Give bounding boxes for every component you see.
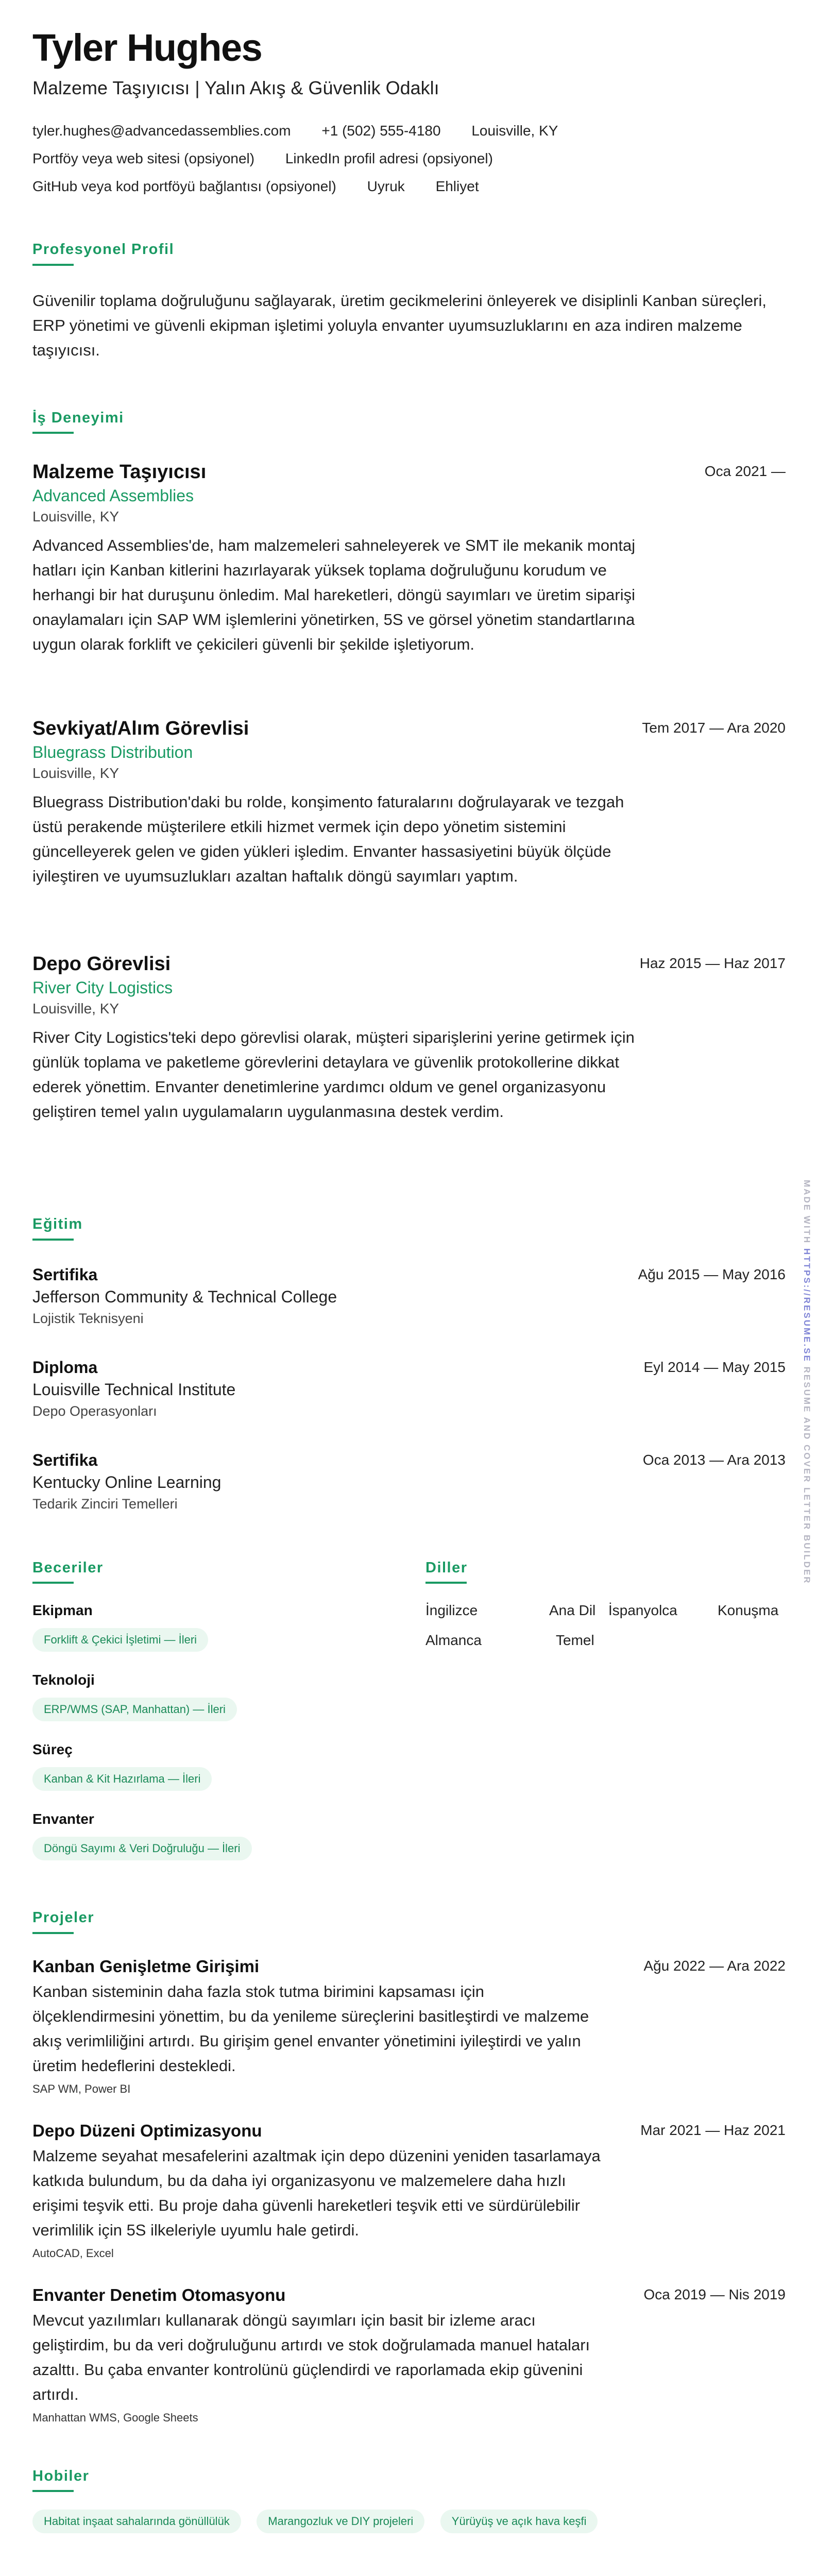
job-company: Bluegrass Distribution <box>32 743 193 761</box>
education-item <box>32 1358 786 1419</box>
job-date: Tem 2017 — Ara 2020 <box>642 720 786 736</box>
project-item <box>32 2121 786 2260</box>
job-location: Louisville, KY <box>32 1001 120 1016</box>
language-name: İngilizce <box>425 1602 478 1618</box>
skill-name: Süreç <box>32 1741 73 1757</box>
education-school: Kentucky Online Learning <box>32 1473 221 1492</box>
watermark-link[interactable]: HTTPS://RESUME.SE <box>802 1248 812 1363</box>
section-divider <box>425 1582 467 1584</box>
project-keywords: AutoCAD, Excel <box>32 2247 114 2260</box>
job-title: Sevkiyat/Alım Görevlisi <box>32 718 249 739</box>
education-degree: Sertifika <box>32 1265 98 1284</box>
education-area: Tedarik Zinciri Temelleri <box>32 1496 178 1512</box>
project-title: Kanban Genişletme Girişimi <box>32 1957 260 1976</box>
contact-location: Louisville, KY <box>471 123 558 139</box>
watermark-text <box>802 1180 812 1585</box>
education-date: Ağu 2015 — May 2016 <box>638 1266 786 1282</box>
watermark-prefix: MADE WITH <box>802 1180 812 1248</box>
skill-group <box>32 1672 237 1721</box>
section-title-skills: Beceriler <box>32 1560 104 1576</box>
language-level: Konuşma <box>718 1602 779 1618</box>
hobbies-list <box>32 2510 611 2533</box>
experience-item <box>32 461 786 657</box>
section-divider <box>32 2490 74 2492</box>
project-keywords: Manhattan WMS, Google Sheets <box>32 2411 198 2425</box>
contact-row-primary <box>32 123 585 139</box>
job-description: River City Logistics'teki depo görevlisi olarak, müşteri siparişlerini yerine getirmek için günlük toplama ve paketleme görevlerini detaylara ve güvenlik protokollerine dikkat ederek yönettim. Envanter denetimlerine yardımcı oldum ve genel organizasyonu geliştiren temel yalın uygulamaların uygulanmasına destek verdim. <box>32 1028 635 1121</box>
contact-nationality: Uyruk <box>367 178 405 194</box>
skill-keyword-chip: Döngü Sayımı & Veri Doğruluğu — İleri <box>32 1837 252 1860</box>
experience-item <box>32 953 786 1124</box>
project-keywords: SAP WM, Power BI <box>32 2082 131 2096</box>
job-date: Haz 2015 — Haz 2017 <box>639 955 786 971</box>
hobby-chip: Yürüyüş ve açık hava keşfi <box>440 2510 598 2533</box>
job-company: River City Logistics <box>32 978 173 997</box>
education-area: Lojistik Teknisyeni <box>32 1311 144 1326</box>
section-title-education: Eğitim <box>32 1216 83 1232</box>
skill-name: Teknoloji <box>32 1672 95 1688</box>
education-school: Jefferson Community & Technical College <box>32 1287 337 1306</box>
section-divider <box>32 264 74 266</box>
job-date: Oca 2021 — <box>704 463 786 479</box>
education-degree: Diploma <box>32 1358 98 1377</box>
section-title-hobbies: Hobiler <box>32 2468 90 2484</box>
section-divider <box>32 432 74 434</box>
skill-group <box>32 1602 208 1652</box>
language-level: Temel <box>556 1632 594 1648</box>
project-date: Ağu 2022 — Ara 2022 <box>643 1958 786 1974</box>
contact-phone[interactable]: +1 (502) 555-4180 <box>321 123 441 139</box>
project-date: Mar 2021 — Haz 2021 <box>640 2122 786 2138</box>
contact-email[interactable]: tyler.hughes@advancedassemblies.com <box>32 123 291 139</box>
education-item <box>32 1265 786 1327</box>
language-name: Almanca <box>425 1632 482 1648</box>
contact-license: Ehliyet <box>435 178 479 194</box>
skill-name: Ekipman <box>32 1602 93 1618</box>
hobby-chip: Habitat inşaat sahalarında gönüllülük <box>32 2510 241 2533</box>
project-date: Oca 2019 — Nis 2019 <box>643 2286 786 2302</box>
skill-group <box>32 1741 212 1791</box>
job-location: Louisville, KY <box>32 509 120 524</box>
education-area: Depo Operasyonları <box>32 1403 157 1419</box>
candidate-headline: Malzeme Taşıyıcısı | Yalın Akış & Güvenlik Odaklı <box>32 77 439 98</box>
builder-watermark <box>799 1180 813 1592</box>
education-date: Oca 2013 — Ara 2013 <box>642 1452 786 1468</box>
section-title-languages: Diller <box>425 1560 468 1576</box>
project-title: Depo Düzeni Optimizasyonu <box>32 2121 262 2140</box>
education-date: Eyl 2014 — May 2015 <box>643 1359 786 1375</box>
project-description: Kanban sisteminin daha fazla stok tutma birimini kapsaması için ölçeklendirmesini yönettim, bu da yenileme süreçlerini basitleştirdi ve malzeme akış verimliliğini artırdı. Bu girişim genel envanter yönetimini iyileştirdi ve yalın üretim hedeflerini destekledi. <box>32 1982 589 2075</box>
profile-summary: Güvenilir toplama doğruluğunu sağlayarak, üretim gecikmelerini önleyerek ve disiplinli Kanban süreçleri, ERP yönetimi ve güvenli ekipman işletimi yoluyla envanter uyumsuzluklarını en aza indiren malzeme taşıyıcısı. <box>32 292 767 360</box>
experience-item <box>32 718 786 889</box>
project-item <box>32 1957 786 2096</box>
section-title-experience: İş Deneyimi <box>32 410 124 426</box>
section-title-projects: Projeler <box>32 1909 94 1926</box>
education-degree: Sertifika <box>32 1451 98 1469</box>
contact-portfolio[interactable]: Portföy veya web sitesi (opsiyonel) <box>32 150 255 166</box>
skill-keyword-chip: ERP/WMS (SAP, Manhattan) — İleri <box>32 1698 237 1721</box>
contact-row-extra <box>32 178 506 195</box>
project-item <box>32 2285 786 2425</box>
hobby-chip: Marangozluk ve DIY projeleri <box>257 2510 424 2533</box>
job-title: Depo Görevlisi <box>32 953 171 975</box>
project-title: Envanter Denetim Otomasyonu <box>32 2285 286 2304</box>
contact-github[interactable]: GitHub veya kod portföyü bağlantısı (opsiyonel) <box>32 178 336 194</box>
section-title-profile: Profesyonel Profil <box>32 241 175 258</box>
watermark-suffix: RESUME AND COVER LETTER BUILDER <box>802 1362 812 1585</box>
section-divider <box>32 1932 74 1934</box>
candidate-name: Tyler Hughes <box>32 26 262 69</box>
contact-row-links <box>32 150 520 167</box>
section-divider <box>32 1582 74 1584</box>
job-description: Advanced Assemblies'de, ham malzemeleri sahneleyerek ve SMT ile mekanik montaj hatları için Kanban kitlerini hazırlayarak yüksek toplama doğruluğunu korudum ve herhangi bir hat duruşunu önledim. Mal hareketleri, döngü sayımları ve üretim siparişi onaylamaları için SAP WM işlemlerini yönetirken, 5S ve görsel yönetim standartlarına uygun olarak forklift ve çekicileri güvenli bir şekilde işletiyorum. <box>32 536 636 654</box>
job-location: Louisville, KY <box>32 765 120 781</box>
job-company: Advanced Assemblies <box>32 486 194 505</box>
job-description: Bluegrass Distribution'daki bu rolde, konşimento faturalarını doğrulayarak ve tezgah üstü perakende müşterilere etkili hizmet vermek için depo yönetim sistemini güncelleyerek gelen ve giden yükleri işledim. Envanter hassasiyetini büyük ölçüde iyileştiren ve uyumsuzlukları azaltan haftalık döngü sayımları yaptım. <box>32 793 624 886</box>
language-name: İspanyolca <box>608 1602 677 1618</box>
skill-group <box>32 1811 252 1860</box>
language-level: Ana Dil <box>549 1602 596 1618</box>
job-title: Malzeme Taşıyıcısı <box>32 461 207 483</box>
skill-name: Envanter <box>32 1811 94 1827</box>
contact-linkedin[interactable]: LinkedIn profil adresi (opsiyonel) <box>285 150 493 166</box>
education-item <box>32 1451 786 1512</box>
skill-keyword-chip: Kanban & Kit Hazırlama — İleri <box>32 1767 212 1791</box>
project-description: Malzeme seyahat mesafelerini azaltmak için depo düzenini yeniden tasarlamaya katkıda bulundum, bu da daha iyi organizasyonu ve malzemelere daha hızlı erişimi teşvik etti. Bu proje daha güvenli hareketleri teşvik etti ve sürdürülebilir verimlilik için 5S ilkeleriyle uyumlu hale getirdi. <box>32 2147 601 2240</box>
education-school: Louisville Technical Institute <box>32 1380 236 1399</box>
section-divider <box>32 1239 74 1241</box>
project-description: Mevcut yazılımları kullanarak döngü sayımları için basit bir izleme aracı geliştirdim, bu da veri doğruluğunu artırdı ve stok doğrulamada manuel hataları azalttı. Bu çaba envanter kontrolünü güçlendirdi ve raporlamada ekip güvenini artırdı. <box>32 2311 590 2404</box>
skill-keyword-chip: Forklift & Çekici İşletimi — İleri <box>32 1628 208 1652</box>
